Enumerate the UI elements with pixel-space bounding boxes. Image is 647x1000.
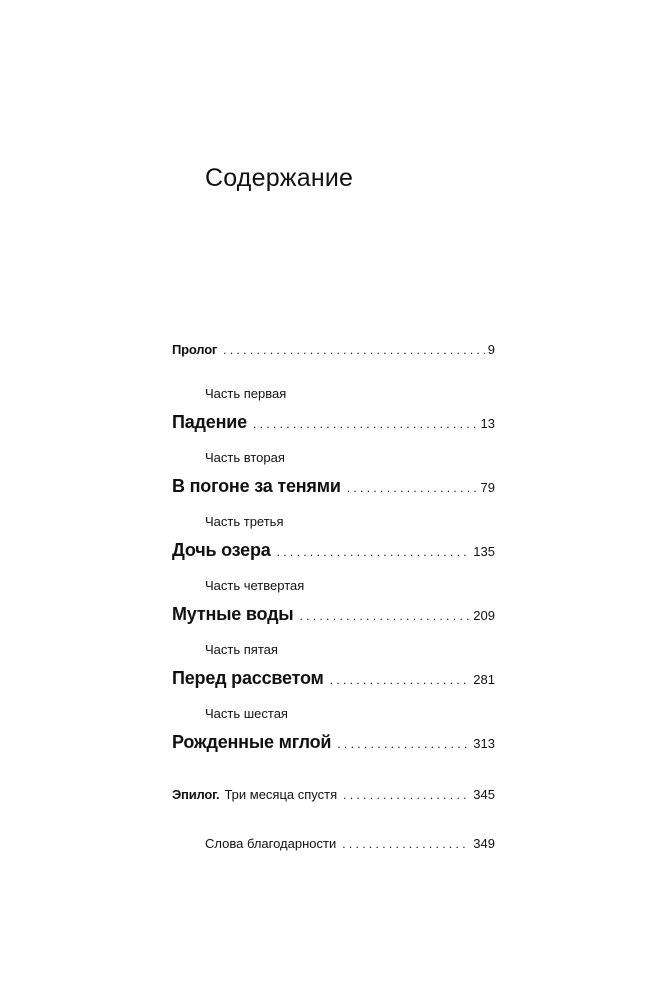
toc-entry-part-6[interactable]	[172, 732, 495, 753]
toc-entry-title: Дочь озера	[172, 540, 271, 560]
toc-entry-title: Мутные воды	[172, 604, 294, 624]
toc-page-number: 345	[473, 787, 495, 802]
part-label-4: Часть четвертая	[205, 578, 305, 593]
part-label-1: Часть первая	[205, 386, 287, 401]
dot-leader	[343, 788, 470, 802]
page-title: Содержание	[205, 164, 354, 192]
dot-leader	[277, 545, 471, 559]
toc-entry-epilogue[interactable]	[172, 787, 495, 802]
toc-entry-title: Падение	[172, 412, 247, 432]
toc-entry-title: Перед рассветом	[172, 668, 324, 688]
dot-leader	[330, 673, 471, 687]
toc-entry-title: Рожденные мглой	[172, 732, 332, 752]
toc-entry-title: В погоне за тенями	[172, 476, 341, 496]
toc-entry-subtitle: Три месяца спустя	[224, 787, 338, 802]
toc-page-number: 135	[473, 544, 495, 559]
toc-page-number: 281	[473, 672, 495, 687]
dot-leader	[253, 417, 478, 431]
toc-entry-part-1[interactable]	[172, 412, 495, 433]
toc-entry-prologue[interactable]	[172, 342, 495, 357]
toc-entry-label: Пролог	[172, 342, 218, 357]
dot-leader	[223, 343, 485, 357]
toc-page-number: 349	[473, 836, 495, 851]
toc-page-number: 9	[487, 342, 495, 357]
toc-page-number: 209	[473, 608, 495, 623]
dot-leader	[347, 481, 478, 495]
toc-entry-part-2[interactable]	[172, 476, 495, 497]
part-label-2: Часть вторая	[205, 450, 285, 465]
part-label-5: Часть пятая	[205, 642, 278, 657]
toc-page-number: 13	[480, 416, 495, 431]
toc-entry-label: Эпилог.	[172, 787, 220, 802]
toc-entry-part-5[interactable]	[172, 668, 495, 689]
toc-page-number: 313	[473, 736, 495, 751]
dot-leader	[342, 837, 470, 851]
part-label-6: Часть шестая	[205, 706, 288, 721]
toc-entry-acknowledgements[interactable]	[205, 836, 495, 851]
toc-entry-part-3[interactable]	[172, 540, 495, 561]
toc-page-number: 79	[480, 480, 495, 495]
dot-leader	[299, 609, 470, 623]
toc-entry-part-4[interactable]	[172, 604, 495, 625]
toc-entry-label: Слова благодарности	[205, 836, 337, 851]
dot-leader	[337, 737, 470, 751]
part-label-3: Часть третья	[205, 514, 284, 529]
